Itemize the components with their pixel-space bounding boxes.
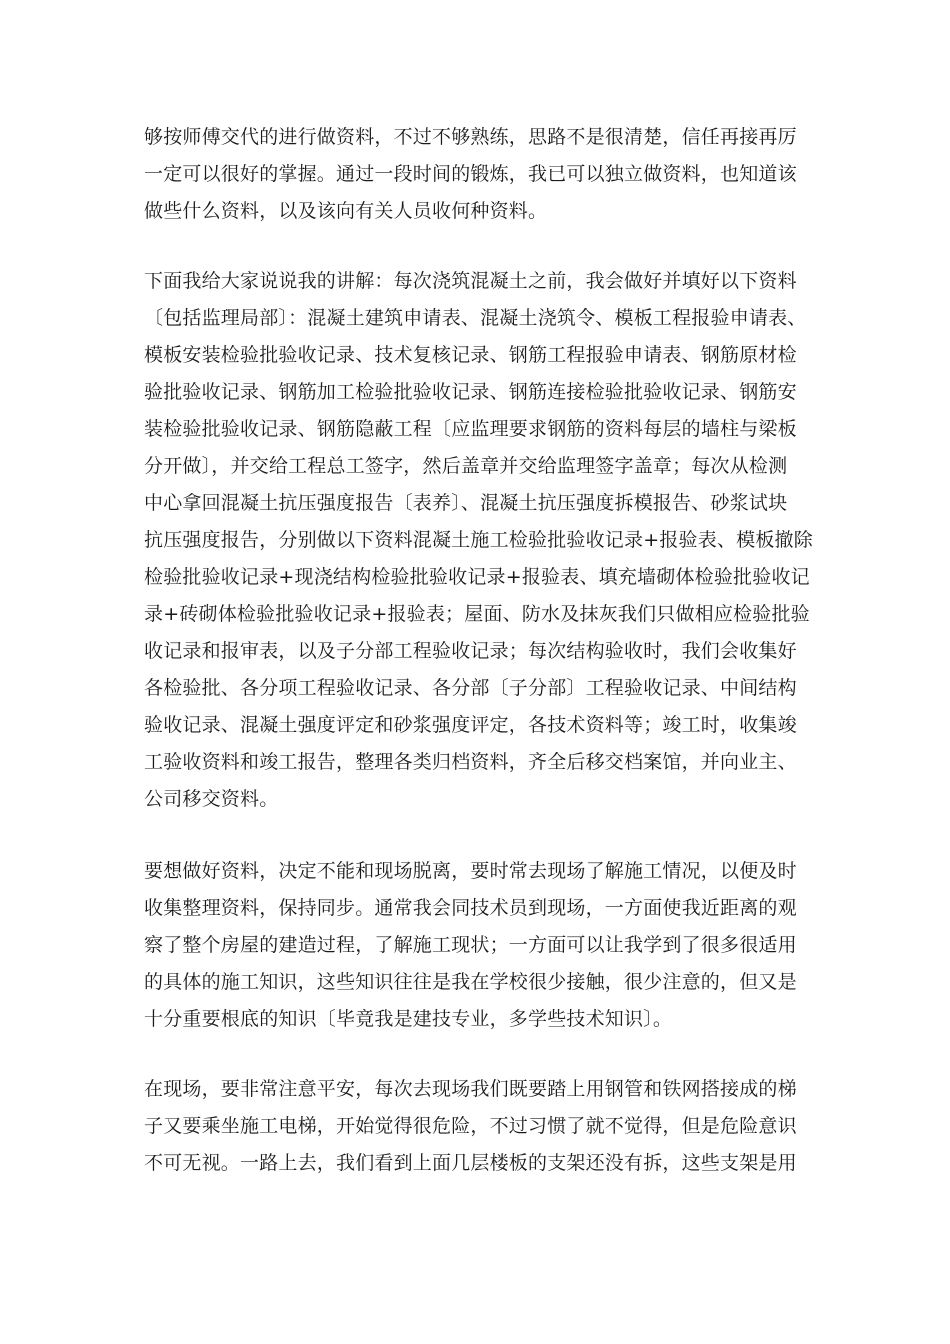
text-line: 验批验收记录、钢筋加工检验批验收记录、钢筋连接检验批验收记录、钢筋安: [144, 381, 797, 403]
text-line: 察了整个房屋的建造过程，了解施工现状；一方面可以让我学到了很多很适用: [144, 934, 797, 956]
text-line: 检验批验收记录+现浇结构检验批验收记录+报验表、填充墙砌体检验批验收记: [144, 566, 810, 588]
text-line: 下面我给大家说说我的讲解：每次浇筑混凝土之前，我会做好并填好以下资料: [144, 270, 797, 292]
text-line: 够按师傅交代的进行做资料，不过不够熟练，思路不是很清楚，信任再接再厉: [144, 126, 797, 148]
text-line: 要想做好资料，决定不能和现场脱离，要时常去现场了解施工情况，以便及时: [144, 860, 797, 882]
text-line: 录+砖砌体检验批验收记录+报验表；屋面、防水及抹灰我们只做相应检验批验: [144, 603, 810, 625]
text-line: 子又要乘坐施工电梯，开始觉得很危险，不过习惯了就不觉得，但是危险意识: [144, 1115, 797, 1137]
text-line: 做些什么资料，以及该向有关人员收何种资料。: [144, 200, 548, 222]
text-line: 在现场，要非常注意平安，每次去现场我们既要踏上用钢管和铁网搭接成的梯: [144, 1078, 797, 1100]
text-line: 公司移交资料。: [144, 788, 279, 810]
text-line: 验收记录、混凝土强度评定和砂浆强度评定，各技术资料等；竣工时，收集竣: [144, 714, 797, 736]
text-line: 工验收资料和竣工报告，整理各类归档资料，齐全后移交档案馆，并向业主、: [144, 751, 797, 773]
text-line: 不可无视。一路上去，我们看到上面几层楼板的支架还没有拆，这些支架是用: [144, 1152, 797, 1174]
text-line: 各检验批、各分项工程验收记录、各分部〔子分部〕工程验收记录、中间结构: [144, 677, 797, 699]
text-line: 十分重要根底的知识〔毕竟我是建技专业，多学些技术知识〕。: [144, 1008, 673, 1030]
text-line: 的具体的施工知识，这些知识往往是我在学校很少接触，很少注意的，但又是: [144, 971, 797, 993]
text-line: 一定可以很好的掌握。通过一段时间的锻炼，我已可以独立做资料，也知道该: [144, 163, 797, 185]
text-line: 装检验批验收记录、钢筋隐蔽工程〔应监理要求钢筋的资料每层的墙柱与梁板: [144, 418, 797, 440]
text-line: 中心拿回混凝土抗压强度报告〔表养〕、混凝土抗压强度拆模报告、砂浆试块: [144, 492, 788, 514]
text-line: 分开做〕，并交给工程总工签字，然后盖章并交给监理签字盖章；每次从检测: [144, 455, 788, 477]
text-line: 收集整理资料，保持同步。通常我会同技术员到现场，一方面使我近距离的观: [144, 897, 797, 919]
text-line: 模板安装检验批验收记录、技术复核记录、钢筋工程报验申请表、钢筋原材检: [144, 344, 797, 366]
text-line: 收记录和报审表，以及子分部工程验收记录；每次结构验收时，我们会收集好: [144, 640, 797, 662]
text-line: 抗压强度报告，分别做以下资料混凝土施工检验批验收记录+报验表、模板撤除: [144, 529, 813, 551]
text-line: 〔包括监理局部〕：混凝土建筑申请表、混凝土浇筑令、模板工程报验申请表、: [144, 307, 807, 329]
